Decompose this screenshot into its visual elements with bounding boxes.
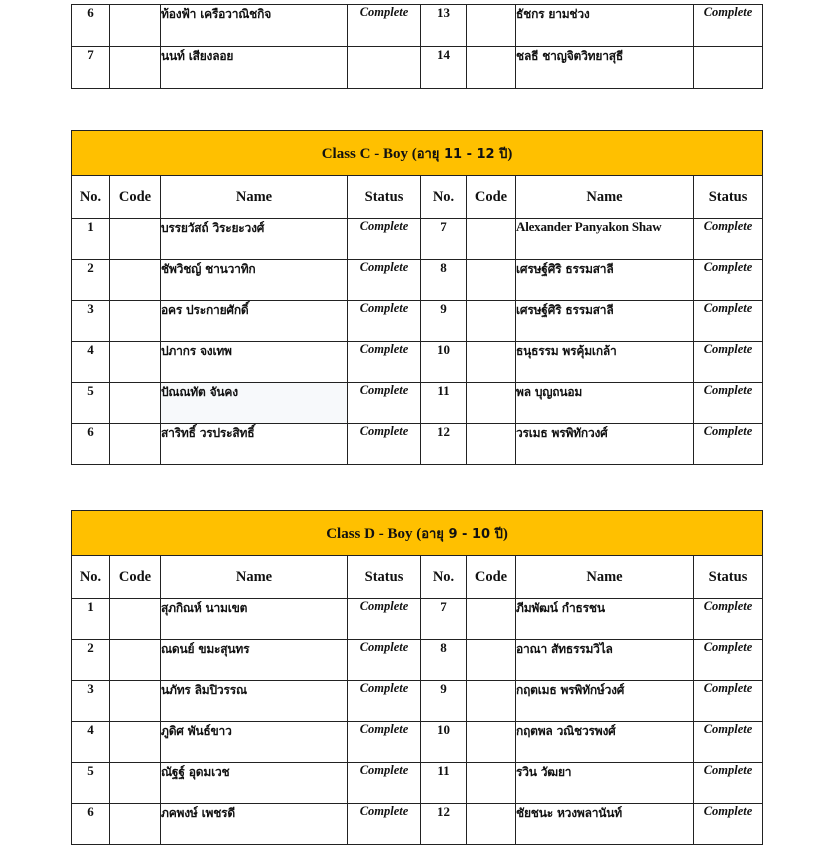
cell-code — [110, 599, 161, 640]
cell-code — [467, 640, 516, 681]
cell-status: Complete — [694, 640, 763, 681]
cell-code — [467, 219, 516, 260]
cell-code — [110, 424, 161, 465]
class-c-title-age: อายุ 11 - 12 ปี — [416, 146, 508, 162]
cell-no: 3 — [72, 301, 110, 342]
cell-status: Complete — [694, 219, 763, 260]
header-name: Name — [516, 176, 694, 219]
cell-status: Complete — [694, 599, 763, 640]
class-c-title-close: ) — [507, 145, 513, 162]
cell-code — [467, 424, 516, 465]
cell-status — [694, 47, 763, 89]
cell-name: ชลธี ชาญจิตวิทยาสุธี — [516, 47, 694, 89]
table-row — [72, 640, 763, 681]
table-row — [72, 424, 763, 465]
table-row — [72, 804, 763, 845]
cell-no: 1 — [72, 219, 110, 260]
cell-code — [110, 342, 161, 383]
cell-no: 3 — [72, 681, 110, 722]
cell-code — [110, 219, 161, 260]
cell-no: 7 — [72, 47, 110, 89]
cell-no: 6 — [72, 424, 110, 465]
cell-no: 8 — [421, 640, 467, 681]
table-row — [72, 219, 763, 260]
header-no: No. — [421, 176, 467, 219]
cell-name: ท้องฟ้า เครือวาณิชกิจ — [161, 5, 348, 47]
cell-name: ณัฐฐ์ อุดมเวช — [161, 763, 348, 804]
cell-code — [467, 763, 516, 804]
table-row — [72, 722, 763, 763]
table-row — [72, 5, 763, 47]
cell-status: Complete — [348, 722, 421, 763]
header-status: Status — [694, 176, 763, 219]
cell-no: 10 — [421, 342, 467, 383]
cell-no: 2 — [72, 640, 110, 681]
cell-no: 10 — [421, 722, 467, 763]
cell-no: 13 — [421, 5, 467, 47]
cell-name: ปัณณทัต จันคง — [161, 383, 348, 424]
cell-name: ภูดิศ พันธ์ขาว — [161, 722, 348, 763]
cell-status: Complete — [348, 424, 421, 465]
cell-name: ชัพวิชญ์ ชานวาทิก — [161, 260, 348, 301]
cell-status: Complete — [348, 342, 421, 383]
cell-name: ชัยชนะ หวงพลานันท์ — [516, 804, 694, 845]
cell-no: 14 — [421, 47, 467, 89]
class-d-title — [72, 511, 763, 556]
header-name: Name — [161, 176, 348, 219]
cell-name: วรเมธ พรพิทักวงศ์ — [516, 424, 694, 465]
cell-code — [110, 804, 161, 845]
header-code: Code — [467, 176, 516, 219]
class-c-title-en: Class C - Boy ( — [321, 145, 417, 162]
cell-name: เศรษฐ์ศิริ ธรรมสาลี — [516, 260, 694, 301]
cell-code — [467, 681, 516, 722]
header-no: No. — [421, 556, 467, 599]
cell-name: ปภากร จงเทพ — [161, 342, 348, 383]
cell-no: 7 — [421, 219, 467, 260]
table-row — [72, 47, 763, 89]
cell-code — [467, 722, 516, 763]
cell-status: Complete — [694, 260, 763, 301]
cell-name: ธัชกร ยามช่วง — [516, 5, 694, 47]
cell-code — [110, 260, 161, 301]
cell-no: 1 — [72, 599, 110, 640]
cell-no: 9 — [421, 301, 467, 342]
cell-code — [467, 301, 516, 342]
class-d-title-en: Class D - Boy ( — [326, 525, 422, 542]
class-b-table-continued — [71, 4, 763, 89]
cell-name: นภัทร ลิมปิวรรณ — [161, 681, 348, 722]
cell-no: 4 — [72, 342, 110, 383]
cell-no: 12 — [421, 804, 467, 845]
cell-status: Complete — [348, 301, 421, 342]
cell-code — [467, 342, 516, 383]
class-c-title — [72, 131, 763, 176]
cell-code — [110, 47, 161, 89]
cell-status: Complete — [348, 763, 421, 804]
cell-code — [110, 722, 161, 763]
cell-name: ภคพงษ์ เพชรดี — [161, 804, 348, 845]
cell-name: อคร ประกายศักดิ์ — [161, 301, 348, 342]
cell-code — [467, 260, 516, 301]
class-d-header-row — [72, 556, 763, 599]
header-no: No. — [72, 176, 110, 219]
cell-name: สาริทธิ์ วรประสิทธิ์ — [161, 424, 348, 465]
cell-code — [467, 383, 516, 424]
cell-status: Complete — [348, 681, 421, 722]
table-row — [72, 301, 763, 342]
cell-no: 9 — [421, 681, 467, 722]
cell-status: Complete — [694, 804, 763, 845]
cell-status: Complete — [694, 763, 763, 804]
cell-code — [467, 5, 516, 47]
cell-status: Complete — [348, 260, 421, 301]
cell-no: 5 — [72, 383, 110, 424]
cell-code — [110, 640, 161, 681]
cell-status: Complete — [348, 599, 421, 640]
cell-code — [467, 47, 516, 89]
cell-code — [110, 5, 161, 47]
cell-status: Complete — [348, 383, 421, 424]
cell-name: สุภกิณห์ นามเขต — [161, 599, 348, 640]
cell-name: อาณา สัทธรรมวิไล — [516, 640, 694, 681]
header-status: Status — [348, 176, 421, 219]
cell-no: 5 — [72, 763, 110, 804]
cell-status — [348, 47, 421, 89]
class-d-table — [71, 510, 763, 845]
cell-no: 8 — [421, 260, 467, 301]
cell-name: กฤตเมธ พรพิทักษ์วงศ์ — [516, 681, 694, 722]
table-row — [72, 599, 763, 640]
cell-name: ภีมพัฒน์ กำธรชน — [516, 599, 694, 640]
cell-no: 11 — [421, 383, 467, 424]
header-status: Status — [348, 556, 421, 599]
cell-status: Complete — [348, 640, 421, 681]
cell-no: 11 — [421, 763, 467, 804]
cell-status: Complete — [694, 681, 763, 722]
header-no: No. — [72, 556, 110, 599]
class-c-table — [71, 130, 763, 465]
cell-no: 4 — [72, 722, 110, 763]
cell-code — [467, 804, 516, 845]
cell-code — [110, 763, 161, 804]
table-row — [72, 342, 763, 383]
cell-status: Complete — [348, 219, 421, 260]
cell-code — [110, 301, 161, 342]
table-row — [72, 260, 763, 301]
table-row — [72, 681, 763, 722]
header-code: Code — [467, 556, 516, 599]
cell-no: 7 — [421, 599, 467, 640]
cell-status: Complete — [348, 5, 421, 47]
cell-status: Complete — [694, 301, 763, 342]
class-d-title-age: อายุ 9 - 10 ปี — [421, 526, 503, 542]
class-d-title-close: ) — [502, 525, 508, 542]
cell-name: นนท์ เสียงลอย — [161, 47, 348, 89]
cell-status: Complete — [694, 383, 763, 424]
cell-no: 6 — [72, 804, 110, 845]
cell-status: Complete — [694, 722, 763, 763]
header-name: Name — [516, 556, 694, 599]
table-row — [72, 763, 763, 804]
cell-name: รวิน วัฒยา — [516, 763, 694, 804]
cell-code — [467, 599, 516, 640]
cell-no: 6 — [72, 5, 110, 47]
cell-name: ธนุธรรม พรคุ้มเกล้า — [516, 342, 694, 383]
cell-status: Complete — [348, 804, 421, 845]
cell-name: กฤตพล วณิชวรพงศ์ — [516, 722, 694, 763]
header-code: Code — [110, 556, 161, 599]
table-row — [72, 383, 763, 424]
cell-name: พล บุญถนอม — [516, 383, 694, 424]
cell-name: ณดนย์ ขมะสุนทร — [161, 640, 348, 681]
header-code: Code — [110, 176, 161, 219]
header-name: Name — [161, 556, 348, 599]
cell-no: 2 — [72, 260, 110, 301]
cell-no: 12 — [421, 424, 467, 465]
cell-status: Complete — [694, 424, 763, 465]
cell-code — [110, 681, 161, 722]
cell-status: Complete — [694, 5, 763, 47]
cell-name: บรรยวัสถ์ วิระยะวงศ์ — [161, 219, 348, 260]
cell-code — [110, 383, 161, 424]
class-c-header-row — [72, 176, 763, 219]
cell-name: Alexander Panyakon Shaw — [516, 219, 694, 260]
cell-name: เศรษฐ์ศิริ ธรรมสาลี — [516, 301, 694, 342]
cell-status: Complete — [694, 342, 763, 383]
header-status: Status — [694, 556, 763, 599]
